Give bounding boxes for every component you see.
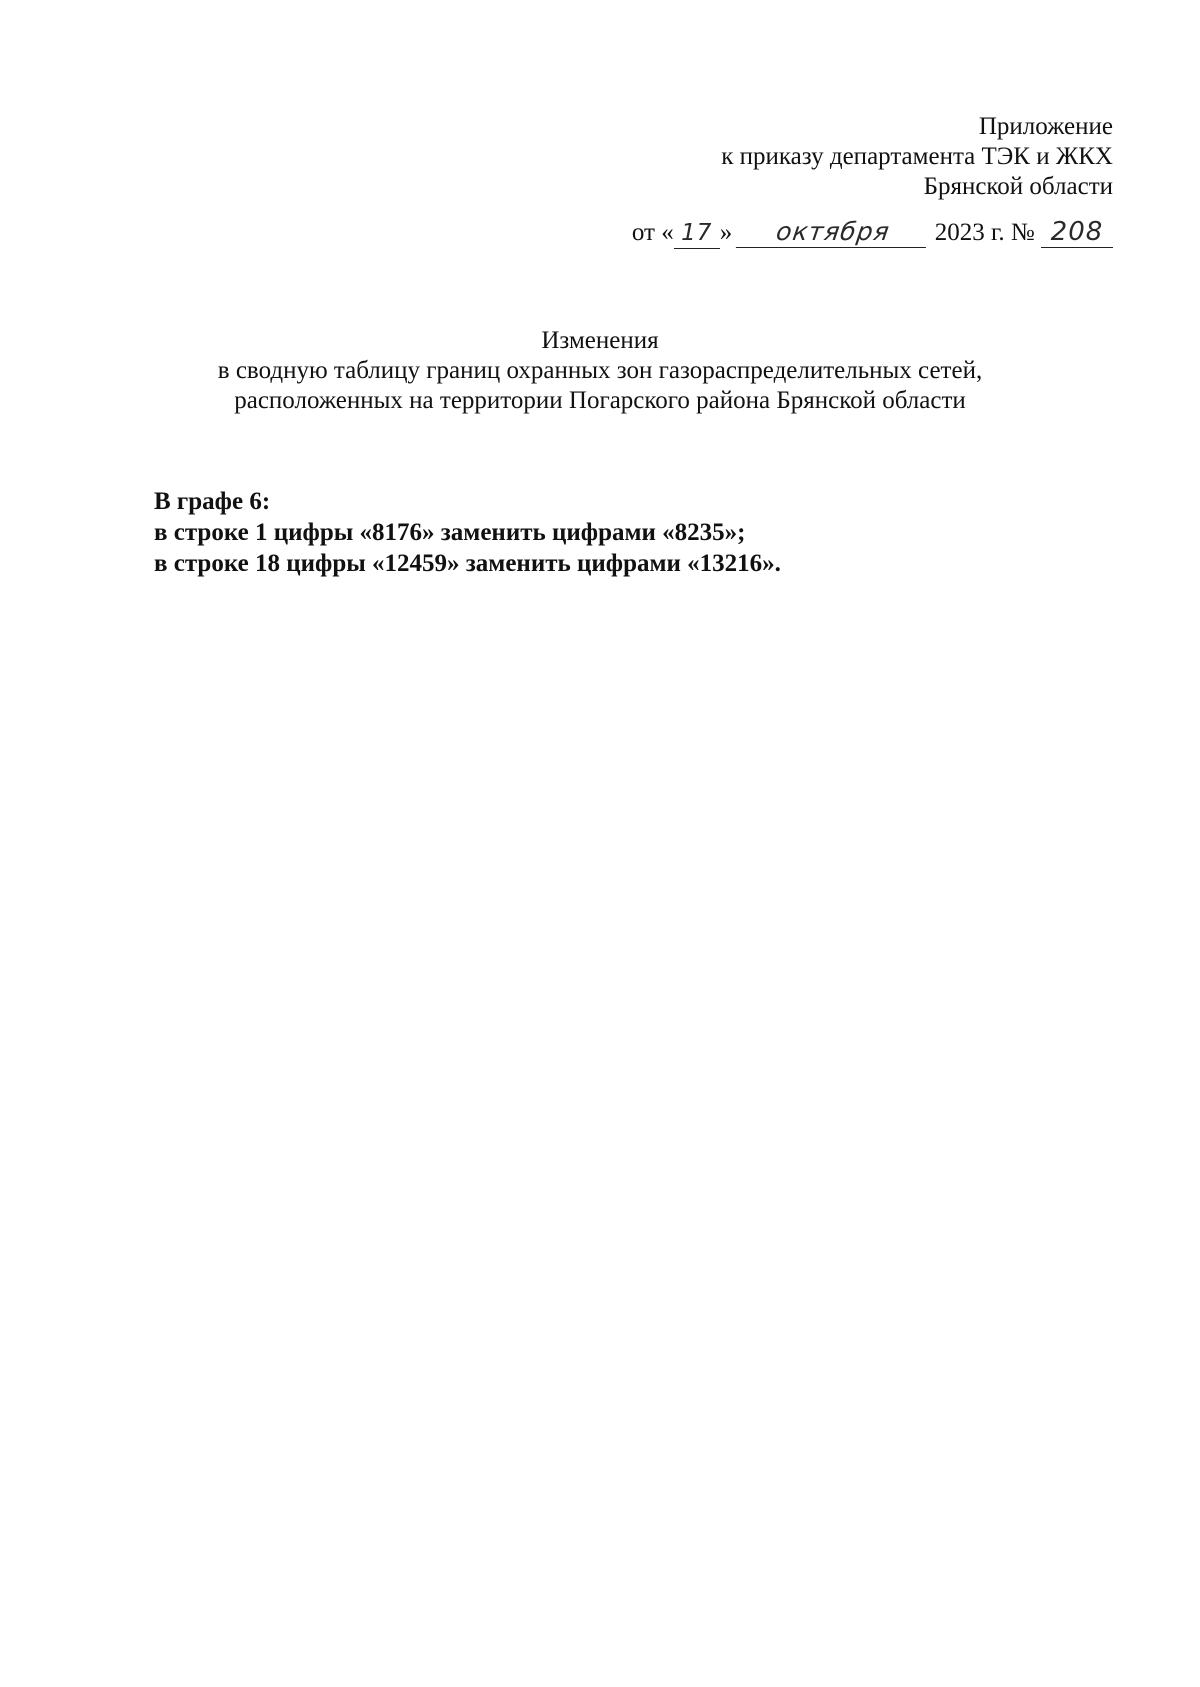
date-year-and-number-label: 2023 г. № <box>934 219 1035 246</box>
title-subtitle-line-2: расположенных на территории Погарского района Брянской области <box>234 387 966 414</box>
date-prefix: от « <box>631 219 674 246</box>
approval-region: Брянской области <box>923 173 1113 200</box>
approval-title: Приложение <box>978 113 1113 140</box>
order-date-line <box>632 216 1113 250</box>
handwritten-day: 17 <box>674 218 720 249</box>
body-change-row-1: в строке 1 цифры «8176» заменить цифрами «8235»; <box>154 519 746 546</box>
handwritten-order-number: 208 <box>1041 217 1113 248</box>
handwritten-month: октября <box>736 217 930 248</box>
date-quote-close: » <box>719 219 733 246</box>
body-change-row-18: в строке 18 цифры «12459» заменить цифрами «13216». <box>154 550 781 577</box>
document-title <box>140 326 1060 416</box>
title-heading: Изменения <box>541 327 659 354</box>
approval-order-reference: к приказу департамента ТЭК и ЖКХ <box>721 143 1113 170</box>
approval-block <box>721 112 1113 202</box>
body-column-reference: В графе 6: <box>154 488 271 515</box>
title-subtitle-line-1: в сводную таблицу границ охранных зон газораспределительных сетей, <box>217 357 983 384</box>
document-body <box>154 486 781 579</box>
